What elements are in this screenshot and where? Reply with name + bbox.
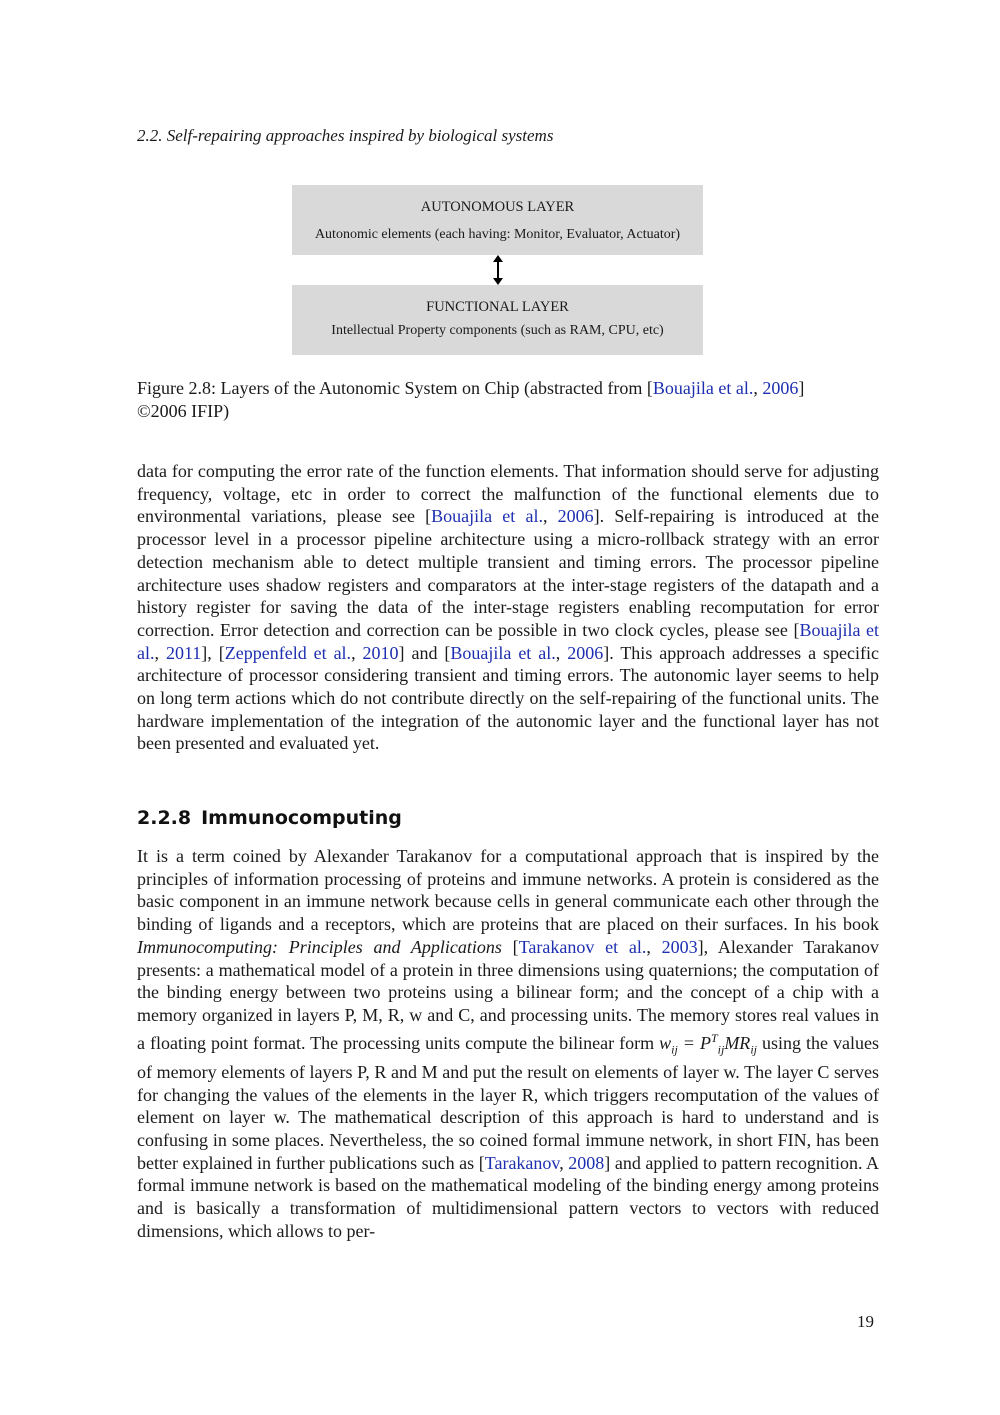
citation-link[interactable]: Zeppenfeld et al. [224, 642, 352, 663]
citation-link[interactable]: Tarakanov [484, 1152, 560, 1173]
functional-layer-box [292, 285, 703, 355]
figure-autonomic-layers [292, 185, 703, 355]
paragraph-text: ]. Self-repairing is introduced at the processor level in a processor pipeline architecture using a micro-rollback strategy with an error detection mechanism able to detect multiple transient and timing errors. The processor pipeline architecture uses shadow registers and comparators at the inter-stage registers of the datapath and a history register for saving the data of the inter-stage registers enabling recomputation for error correction. Error detection and correction can be possible in two clock cycles, please see [ [137, 506, 880, 640]
double-arrow-icon [489, 255, 507, 285]
autonomous-layer-description: Autonomic elements (each having: Monitor, Evaluator, Actuator) [314, 227, 681, 242]
figure-caption [137, 377, 879, 423]
citation-year-link[interactable]: 2008 [568, 1152, 605, 1173]
citation-link[interactable]: Bouajila et al. [137, 619, 879, 663]
citation-year-link[interactable]: 2011 [165, 642, 202, 663]
citation-year-link[interactable]: 2006 [567, 642, 604, 663]
citation-year-link[interactable]: 2010 [362, 642, 399, 663]
paragraph-text: [ [501, 936, 519, 957]
running-head: 2.2. Self-repairing approaches inspired by biological systems [137, 126, 554, 145]
functional-layer-description: Intellectual Property components (such as RAM, CPU, etc) [331, 323, 664, 338]
paragraph-text: It is a term coined by Alexander Tarakanov for a computational approach that is inspired by the principles of information processing of proteins and immune networks. A protein is considered as the basic component in an immune network because cells in general communicate each other through the binding of ligands and a receptors, which are proteins that are placed on their surfaces. In his book [137, 846, 879, 935]
autonomous-layer-box [292, 185, 703, 255]
caption-text: Figure 2.8: Layers of the Autonomic System on Chip (abstracted from [ [137, 378, 653, 398]
caption-copyright: ©2006 IFIP) [137, 401, 230, 421]
body-paragraph: data for computing the error rate of the function elements. That information should serve for adjusting frequency, voltage, etc in order to correct the malfunction of the functional elements due to environmental variations, please see [Bouajila et al., 2006]. Self-repairing is introduced at the processor level in a processor pipeline architecture using a micro-rollback strategy with an error detection mechanism able to detect multiple transient and timing errors. The processor pipeline architecture uses shadow registers and comparators at the inter-stage registers of the datapath and a history register for saving the data of the inter-stage registers enabling recomputation for error correction. Error detection and correction can be possible in two clock cycles, please see [Bouajila et al., 2011], [Zeppenfeld et al., 2010] and [Bouajila et al., 2006]. This approach addresses a specific architecture of processor considering transient and timing errors. The autonomic layer seems to help on long term actions which do not contribute directly on the self-repairing of the functional units. The hardware implementation of the integration of the autonomic layer and the functional layer has not been presented and evaluated yet. [137, 461, 880, 754]
paragraph-text: ], Alexander Tarakanov presents: a mathematical model of a protein in three dimensions using quaternions; the computation of the binding energy between two proteins using a bilinear form; and the concept of a chip with a memory organized in layers P, M, R, w and C, and processing units. The memory stores real values in a floating point format. The processing units compute the bilinear form [137, 936, 880, 1053]
paragraph-text: ] and applied to pattern recognition. A formal immune network is based on the mathematical modeling of the binding energy among proteins and is basically a transformation of multidimensional pattern vectors to vectors with reduced dimensions, which allows to per- [137, 1152, 879, 1241]
body-paragraph: It is a term coined by Alexander Tarakanov for a computational approach that is inspired by the principles of information processing of proteins and immune networks. A protein is considered as the basic component in an immune network because cells in general communicate each other through the binding of ligands and a receptors, which are proteins that are placed on their surfaces. In his book Immunocomputing: Principles and Applications [Tarakanov et al., 2003], Alexander Tarakanov presents: a mathematical model of a protein in three dimensions using quaternions; the computation of the binding energy between two proteins using a bilinear form; and the concept of a chip with a memory organized in layers P, M, R, w and C, and processing units. The memory stores real values in a floating point format. The processing units compute the bilinear form $w_{ij} = P^T_{ij}MR_{ij}$ using the values of memory elements of layers P, R and M and put the result on elements of layer w. The layer C serves for changing the values of the elements in the layer R, which triggers recomputation of the values of element on layer w. The mathematical description of this approach is hard to understand and is confusing in some places. Nevertheless, the so coined formal immune network, in short FIN, has been better explained in further publications such as [Tarakanov, 2008] and applied to pattern recognition. A formal immune network is based on the mathematical modeling of the binding energy among proteins and is basically a transformation of multidimensional pattern vectors to vectors with reduced dimensions, which allows to per- [137, 846, 880, 1241]
paragraph-text: ] and [ [398, 642, 451, 663]
citation-link[interactable]: Bouajila et al. [652, 378, 754, 398]
citation-year-link[interactable]: 2003 [661, 936, 698, 957]
caption-text: ] [798, 378, 805, 398]
book-title: Immunocomputing: Principles and Applications [137, 936, 502, 957]
paragraph-text: data for computing the error rate of the function elements. That information should serve for adjusting frequency, voltage, etc in order to correct the malfunction of the functional elements due to environmental variations, please see [ [137, 461, 879, 527]
bilinear-formula: $w_{ij} = P^T_{ij}MR_{ij}$ [659, 1030, 757, 1057]
paragraph-text: using the values of memory elements of layers P, R and M and put the result on elements of layer w. The layer C serves for changing the values of the elements in the layer R, which triggers recomputation of the values of element on layer w. The mathematical description of this approach is hard to understand and is confusing in some places. Nevertheless, the so coined formal immune network, in short FIN, has been better explained in further publications such as [ [137, 1032, 879, 1173]
section-title: Immunocomputing [201, 807, 402, 829]
page-number: 19 [857, 1312, 874, 1331]
section-heading [137, 807, 402, 829]
section-number: 2.2.8 [137, 807, 192, 829]
paragraph-text: ]. This approach addresses a specific architecture of processor considering transient and timing errors. The autonomic layer seems to help on long term actions which do not contribute directly on the self-repairing of the functional units. The hardware implementation of the integration of the autonomic layer and the functional layer has not been presented and evaluated yet. [137, 642, 879, 754]
citation-link[interactable]: Tarakanov et al. [518, 936, 647, 957]
citation-year-link[interactable]: 2006 [557, 506, 594, 527]
paragraph-text: ], [ [201, 642, 225, 663]
citation-link[interactable]: Bouajila et al. [450, 642, 556, 663]
caption-text: , [753, 378, 763, 398]
citation-link[interactable]: Bouajila et al. [431, 506, 543, 527]
citation-year-link[interactable]: 2006 [762, 378, 799, 398]
autonomous-layer-title: AUTONOMOUS LAYER [420, 199, 575, 215]
functional-layer-title: FUNCTIONAL LAYER [426, 299, 569, 315]
